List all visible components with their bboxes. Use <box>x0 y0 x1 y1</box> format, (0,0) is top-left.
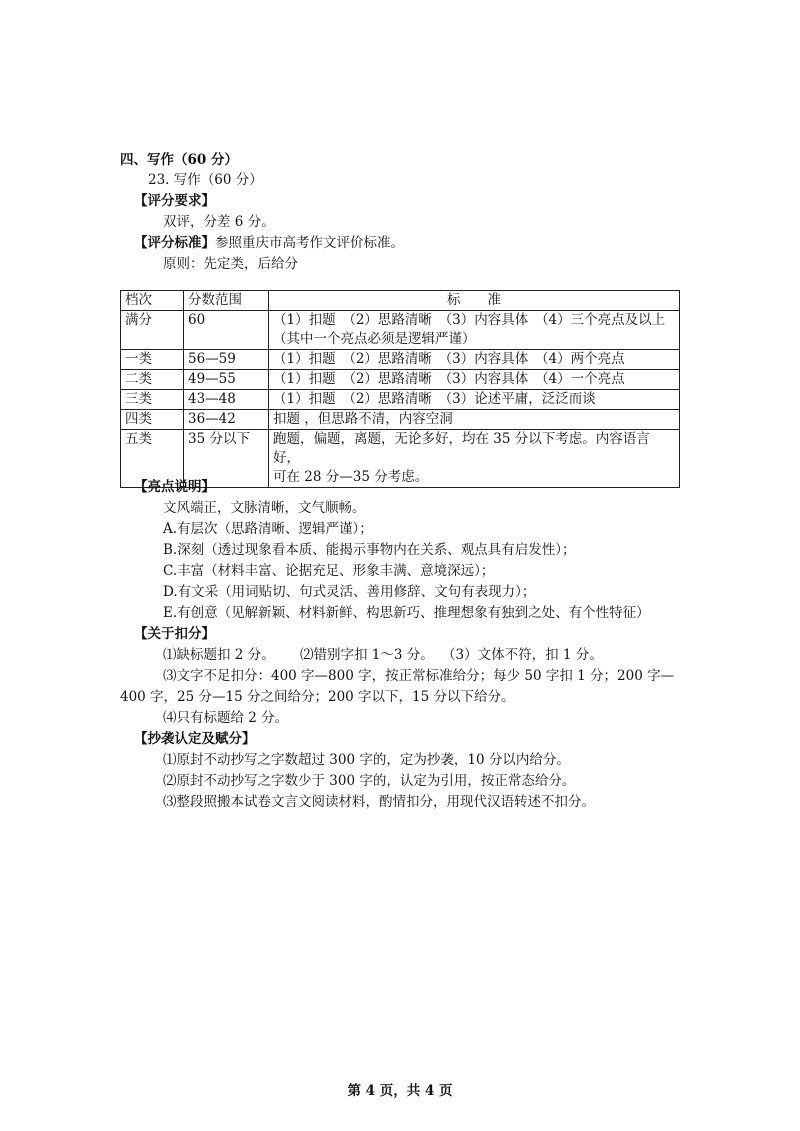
deduction-line-2: ⑶文字不足扣分：400 字—800 字，按正常标准给分；每少 50 字扣 1 分；200 字— <box>163 668 675 684</box>
row-range: 43—48 <box>184 390 269 410</box>
scoring-std-text: 参照重庆市高考作文评价标准。 <box>215 235 404 251</box>
table-row <box>121 311 680 350</box>
row-standard <box>269 311 680 350</box>
row-standard-line: （其中一个亮点必须是逻辑严谨） <box>273 331 476 347</box>
highlight-item: E.有创意（见解新颖、材料新鲜、构思新巧、推理想象有独到之处、有个性特征） <box>163 605 650 621</box>
deduction-line-4: ⑷只有标题给 2 分。 <box>163 710 289 726</box>
grading-table <box>120 290 680 488</box>
row-standard-line: 可在 28 分—35 分考虑。 <box>273 469 429 485</box>
row-level: 五类 <box>121 430 184 488</box>
row-standard: （1）扣题 （2）思路清晰 （3）内容具体 （4）一个亮点 <box>269 370 680 390</box>
row-level: 一类 <box>121 350 184 370</box>
row-range: 36—42 <box>184 410 269 430</box>
scoring-std-line <box>134 233 404 253</box>
highlight-item: B.深刻（透过现象看本质、能揭示事物内在关系、观点具有启发性）； <box>163 542 576 558</box>
table-header-row <box>121 291 680 311</box>
table-row <box>121 410 680 430</box>
scoring-req-heading: 【评分要求】 <box>134 193 215 209</box>
plagiarism-heading: 【抄袭认定及赋分】 <box>134 731 256 747</box>
page-footer: 第 4 页，共 4 页 <box>347 1083 453 1099</box>
highlights-heading: 【亮点说明】 <box>134 479 215 495</box>
row-range: 56—59 <box>184 350 269 370</box>
table-row <box>121 350 680 370</box>
row-level: 二类 <box>121 370 184 390</box>
scoring-principle: 原则：先定类，后给分 <box>163 256 298 272</box>
row-range: 60 <box>184 311 269 350</box>
row-level: 三类 <box>121 390 184 410</box>
table-row <box>121 370 680 390</box>
row-standard: 扣题 ，但思路不清，内容空洞 <box>269 410 680 430</box>
deduction-line-1a: ⑴缺标题扣 2 分。 <box>163 647 275 663</box>
plagiarism-item: ⑶整段照搬本试卷文言文阅读材料，酌情扣分，用现代汉语转述不扣分。 <box>163 794 595 810</box>
deduction-line-1c: （3）文体不符，扣 1 分。 <box>442 647 603 663</box>
section-title: 四、写作（60 分） <box>120 152 238 168</box>
row-range: 49—55 <box>184 370 269 390</box>
highlights-intro: 文风端正，文脉清晰，文气顺畅。 <box>163 500 366 516</box>
table-row <box>121 390 680 410</box>
highlight-item: A.有层次（思路清晰、逻辑严谨）； <box>163 521 373 537</box>
header-level: 档次 <box>121 291 184 311</box>
row-standard: （1）扣题 （2）思路清晰 （3）论述平庸，泛泛而谈 <box>269 390 680 410</box>
question-line: 23. 写作（60 分） <box>148 172 263 188</box>
header-standard: 标 准 <box>269 291 680 311</box>
row-standard <box>269 430 680 488</box>
highlight-item: C.丰富（材料丰富、论据充足、形象丰满、意境深远）； <box>163 563 495 579</box>
scoring-std-heading: 【评分标准】 <box>134 235 215 251</box>
scoring-req-text: 双评，分差 6 分。 <box>163 214 275 230</box>
row-standard-line: 跑题，偏题，离题，无论多好，均在 35 分以下考虑。内容语言好， <box>273 431 650 466</box>
deduction-line-1b: ⑵错别字扣 1～3 分。 <box>300 647 434 663</box>
highlight-item: D.有文采（用词贴切、句式灵活、善用修辞、文句有表现力）； <box>163 584 536 600</box>
deductions-heading: 【关于扣分】 <box>134 626 215 642</box>
header-range: 分数范围 <box>184 291 269 311</box>
plagiarism-item: ⑴原封不动抄写之字数超过 300 字的，定为抄袭，10 分以内给分。 <box>163 752 570 768</box>
plagiarism-item: ⑵原封不动抄写之字数少于 300 字的，认定为引用，按正常态给分。 <box>163 773 576 789</box>
row-level: 四类 <box>121 410 184 430</box>
row-level: 满分 <box>121 311 184 350</box>
row-range: 35 分以下 <box>184 430 269 488</box>
row-standard: （1）扣题 （2）思路清晰 （3）内容具体 （4）两个亮点 <box>269 350 680 370</box>
row-standard-line: （1）扣题 （2）思路清晰 （3）内容具体 （4）三个亮点及以上 <box>273 312 666 328</box>
deduction-line-3: 400 字，25 分—15 分之间给分；200 字以下，15 分以下给分。 <box>120 689 515 705</box>
